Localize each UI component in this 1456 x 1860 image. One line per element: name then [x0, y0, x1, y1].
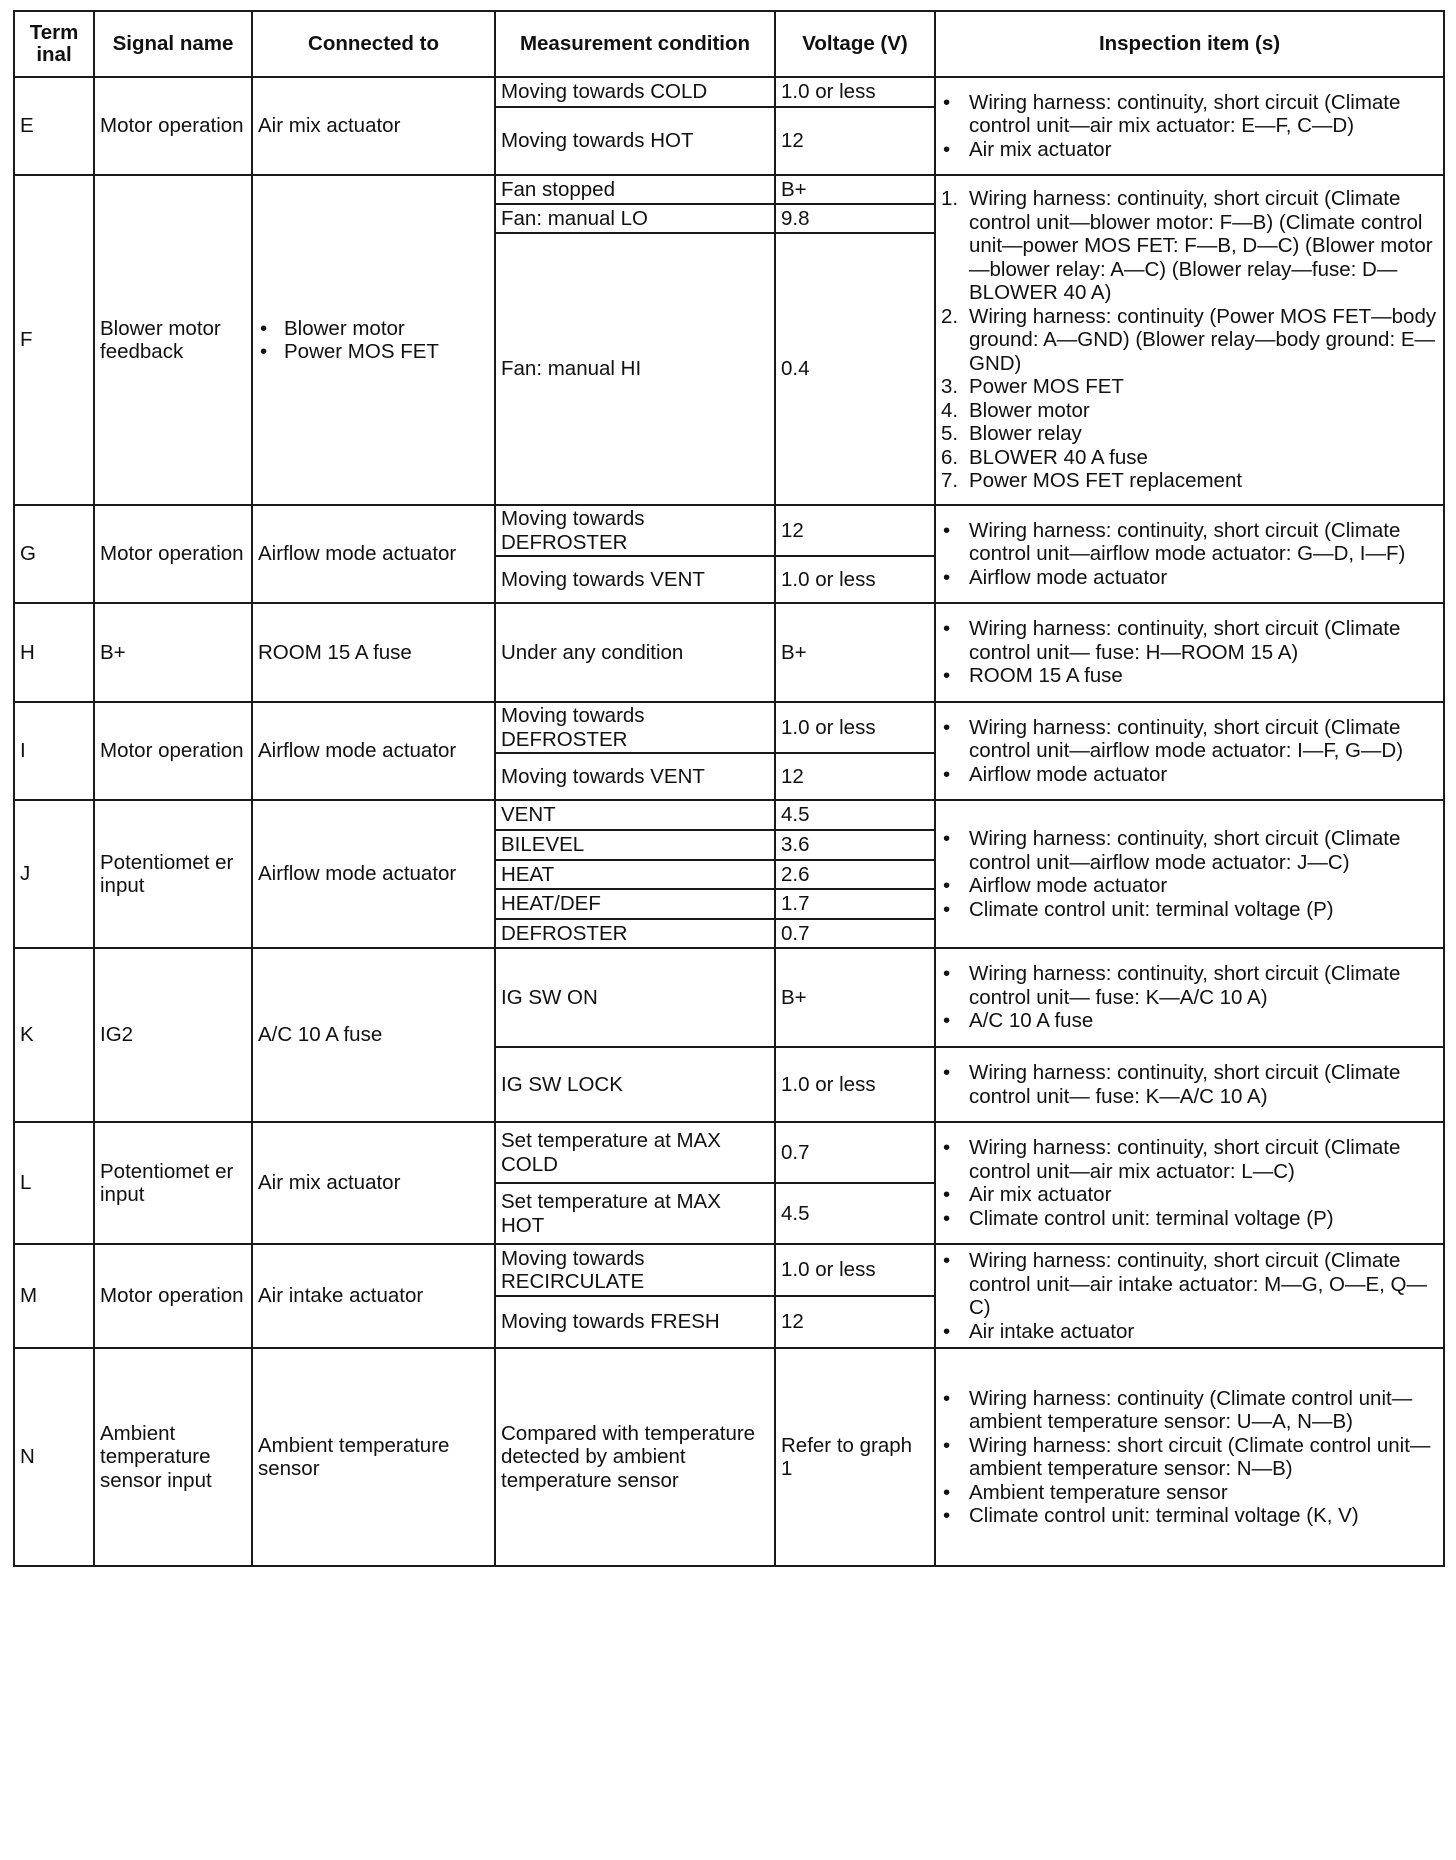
inspection-cell [935, 1348, 1444, 1566]
signal-cell: Potentiomet er input [94, 1122, 252, 1244]
voltage-cell: 1.0 or less [775, 556, 935, 603]
inspection-cell [935, 948, 1444, 1047]
inspection-item [941, 446, 1438, 470]
inspection-item: • Air intake actuator [941, 1320, 1438, 1344]
header-connected-to: Connected to [252, 11, 495, 77]
header-signal-name: Signal name [94, 11, 252, 77]
signal-cell: B+ [94, 603, 252, 702]
connected-cell: ROOM 15 A fuse [252, 603, 495, 702]
table-row [14, 1122, 1444, 1183]
inspection-cell [935, 1244, 1444, 1348]
condition-cell: Moving towards DEFROSTER [495, 505, 775, 556]
header-terminal: Term inal [14, 11, 94, 77]
table-row [14, 1244, 1444, 1296]
connected-item: • Power MOS FET [258, 340, 489, 364]
voltage-cell: 4.5 [775, 800, 935, 830]
table-row [14, 800, 1444, 830]
connected-cell: Airflow mode actuator [252, 505, 495, 603]
condition-cell: IG SW ON [495, 948, 775, 1047]
header-voltage: Voltage (V) [775, 11, 935, 77]
inspection-item [941, 305, 1438, 376]
inspection-item: • Airflow mode actuator [941, 874, 1438, 898]
condition-cell: Moving towards DEFROSTER [495, 702, 775, 753]
item-text: Blower motor [969, 398, 1090, 422]
inspection-item: • Airflow mode actuator [941, 566, 1438, 590]
signal-cell: Motor operation [94, 702, 252, 800]
inspection-cell [935, 702, 1444, 800]
inspection-item [941, 422, 1438, 446]
condition-cell: BILEVEL [495, 830, 775, 860]
table-row [14, 505, 1444, 556]
inspection-item [941, 375, 1438, 399]
table-row [14, 77, 1444, 107]
inspection-cell [935, 77, 1444, 175]
condition-cell: HEAT [495, 860, 775, 889]
inspection-item: • Wiring harness: continuity, short circuit (Climate control unit—air mix actuator: E—F, C—D) [941, 91, 1438, 138]
inspection-item: • ROOM 15 A fuse [941, 664, 1438, 688]
connected-cell: Ambient temperature sensor [252, 1348, 495, 1566]
header-measurement-condition: Measurement condition [495, 11, 775, 77]
voltage-cell: 1.0 or less [775, 77, 935, 107]
connected-item: • Blower motor [258, 317, 489, 341]
voltage-cell: 9.8 [775, 204, 935, 233]
signal-cell: Motor operation [94, 505, 252, 603]
terminal-cell: I [14, 702, 94, 800]
inspection-item: • Wiring harness: continuity (Climate control unit—ambient temperature sensor: U—A, N—B) [941, 1387, 1438, 1434]
voltage-cell: 1.0 or less [775, 702, 935, 753]
condition-cell: IG SW LOCK [495, 1047, 775, 1122]
inspection-item: • Wiring harness: continuity, short circuit (Climate control unit—air mix actuator: L—C) [941, 1136, 1438, 1183]
connected-cell: Airflow mode actuator [252, 702, 495, 800]
connected-cell: Airflow mode actuator [252, 800, 495, 948]
item-text: Power MOS FET [969, 375, 1124, 399]
inspection-item: • Airflow mode actuator [941, 763, 1438, 787]
condition-cell: VENT [495, 800, 775, 830]
item-text: Wiring harness: continuity (Power MOS FET—body ground: A—GND) (Blower relay—body ground: E—GND) [969, 304, 1437, 375]
terminal-cell: J [14, 800, 94, 948]
condition-cell: Fan: manual HI [495, 233, 775, 505]
inspection-item [941, 469, 1438, 493]
inspection-cell [935, 603, 1444, 702]
voltage-cell: B+ [775, 175, 935, 204]
terminal-cell: F [14, 175, 94, 505]
signal-cell: Ambient temperature sensor input [94, 1348, 252, 1566]
terminal-cell: G [14, 505, 94, 603]
inspection-cell [935, 1122, 1444, 1244]
item-number: 5. [941, 422, 959, 446]
header-row [14, 11, 1444, 77]
inspection-item: • Air mix actuator [941, 138, 1438, 162]
voltage-cell: 12 [775, 505, 935, 556]
voltage-cell: B+ [775, 948, 935, 1047]
document-page [13, 10, 1443, 1567]
inspection-item: • Wiring harness: continuity, short circuit (Climate control unit— fuse: H—ROOM 15 A) [941, 617, 1438, 664]
inspection-item: • Climate control unit: terminal voltage (P) [941, 898, 1438, 922]
voltage-cell: B+ [775, 603, 935, 702]
item-text: BLOWER 40 A fuse [969, 445, 1148, 469]
signal-cell: Blower motor feedback [94, 175, 252, 505]
voltage-cell: 3.6 [775, 830, 935, 860]
condition-cell: Fan stopped [495, 175, 775, 204]
terminal-cell: N [14, 1348, 94, 1566]
inspection-cell [935, 800, 1444, 948]
inspection-item: • Ambient temperature sensor [941, 1481, 1438, 1505]
inspection-cell [935, 1047, 1444, 1122]
item-number: 3. [941, 375, 959, 399]
voltage-cell: 2.6 [775, 860, 935, 889]
voltage-cell: 4.5 [775, 1183, 935, 1244]
voltage-cell: Refer to graph 1 [775, 1348, 935, 1566]
condition-cell: Moving towards FRESH [495, 1296, 775, 1348]
header-inspection-items: Inspection item (s) [935, 11, 1444, 77]
voltage-cell: 12 [775, 1296, 935, 1348]
voltage-cell: 1.0 or less [775, 1244, 935, 1296]
signal-cell: Motor operation [94, 77, 252, 175]
condition-cell: Moving towards HOT [495, 107, 775, 175]
item-number: 6. [941, 445, 959, 469]
inspection-item: • Wiring harness: continuity, short circuit (Climate control unit—air intake actuator: M—G, O—E, Q—C) [941, 1249, 1438, 1320]
voltage-cell: 1.0 or less [775, 1047, 935, 1122]
condition-cell: HEAT/DEF [495, 889, 775, 919]
condition-cell: Moving towards VENT [495, 753, 775, 800]
inspection-item: • Air mix actuator [941, 1183, 1438, 1207]
inspection-item: • Wiring harness: continuity, short circuit (Climate control unit—airflow mode actuator: G—D, I—F) [941, 519, 1438, 566]
voltage-cell: 0.7 [775, 1122, 935, 1183]
voltage-cell: 0.4 [775, 233, 935, 505]
connected-cell: Air intake actuator [252, 1244, 495, 1348]
terminal-cell: M [14, 1244, 94, 1348]
condition-cell: Moving towards VENT [495, 556, 775, 603]
condition-cell: Set temperature at MAX HOT [495, 1183, 775, 1244]
inspection-item: • Wiring harness: continuity, short circuit (Climate control unit—airflow mode actuator: I—F, G—D) [941, 716, 1438, 763]
condition-cell: Set temperature at MAX COLD [495, 1122, 775, 1183]
inspection-item: • A/C 10 A fuse [941, 1009, 1438, 1033]
item-text: Blower relay [969, 422, 1082, 446]
inspection-item: • Wiring harness: continuity, short circuit (Climate control unit— fuse: K—A/C 10 A) [941, 1061, 1438, 1108]
condition-cell: Moving towards RECIRCULATE [495, 1244, 775, 1296]
connected-cell: Air mix actuator [252, 1122, 495, 1244]
item-number: 2. [941, 304, 959, 328]
voltage-cell: 0.7 [775, 919, 935, 948]
inspection-item: • Wiring harness: continuity, short circuit (Climate control unit— fuse: K—A/C 10 A) [941, 962, 1438, 1009]
connected-cell: A/C 10 A fuse [252, 948, 495, 1122]
signal-cell: Potentiomet er input [94, 800, 252, 948]
condition-cell: Moving towards COLD [495, 77, 775, 107]
condition-cell: Fan: manual LO [495, 204, 775, 233]
item-text: Power MOS FET replacement [969, 469, 1243, 493]
signal-cell: Motor operation [94, 1244, 252, 1348]
signal-cell: IG2 [94, 948, 252, 1122]
table-row [14, 175, 1444, 204]
terminal-cell: L [14, 1122, 94, 1244]
table-row [14, 948, 1444, 1047]
inspection-item: • Climate control unit: terminal voltage (K, V) [941, 1504, 1438, 1528]
condition-cell: Under any condition [495, 603, 775, 702]
inspection-cell [935, 505, 1444, 603]
terminal-cell: H [14, 603, 94, 702]
condition-cell: Compared with temperature detected by ambient temperature sensor [495, 1348, 775, 1566]
voltage-cell: 1.7 [775, 889, 935, 919]
table-row [14, 1348, 1444, 1566]
connected-cell [252, 175, 495, 505]
inspection-item: • Wiring harness: short circuit (Climate control unit—ambient temperature sensor: N—B) [941, 1434, 1438, 1481]
terminal-inspection-table [13, 10, 1445, 1567]
table-row [14, 702, 1444, 753]
table-row [14, 603, 1444, 702]
item-number: 7. [941, 469, 959, 493]
voltage-cell: 12 [775, 107, 935, 175]
inspection-cell [935, 175, 1444, 505]
item-number: 4. [941, 398, 959, 422]
connected-cell: Air mix actuator [252, 77, 495, 175]
inspection-item [941, 399, 1438, 423]
condition-cell: DEFROSTER [495, 919, 775, 948]
inspection-item [941, 187, 1438, 305]
inspection-item: • Climate control unit: terminal voltage (P) [941, 1207, 1438, 1231]
terminal-cell: E [14, 77, 94, 175]
voltage-cell: 12 [775, 753, 935, 800]
item-number: 1. [941, 187, 959, 211]
terminal-cell: K [14, 948, 94, 1122]
item-text: Wiring harness: continuity, short circuit (Climate control unit—blower motor: F—B) (Climate control unit—power MOS FET: F—B, D—C) (Blower motor—blower relay: A—C) (Blower relay—fuse: D—BLOWER 40 A) [969, 187, 1433, 305]
inspection-item: • Wiring harness: continuity, short circuit (Climate control unit—airflow mode actuator: J—C) [941, 827, 1438, 874]
